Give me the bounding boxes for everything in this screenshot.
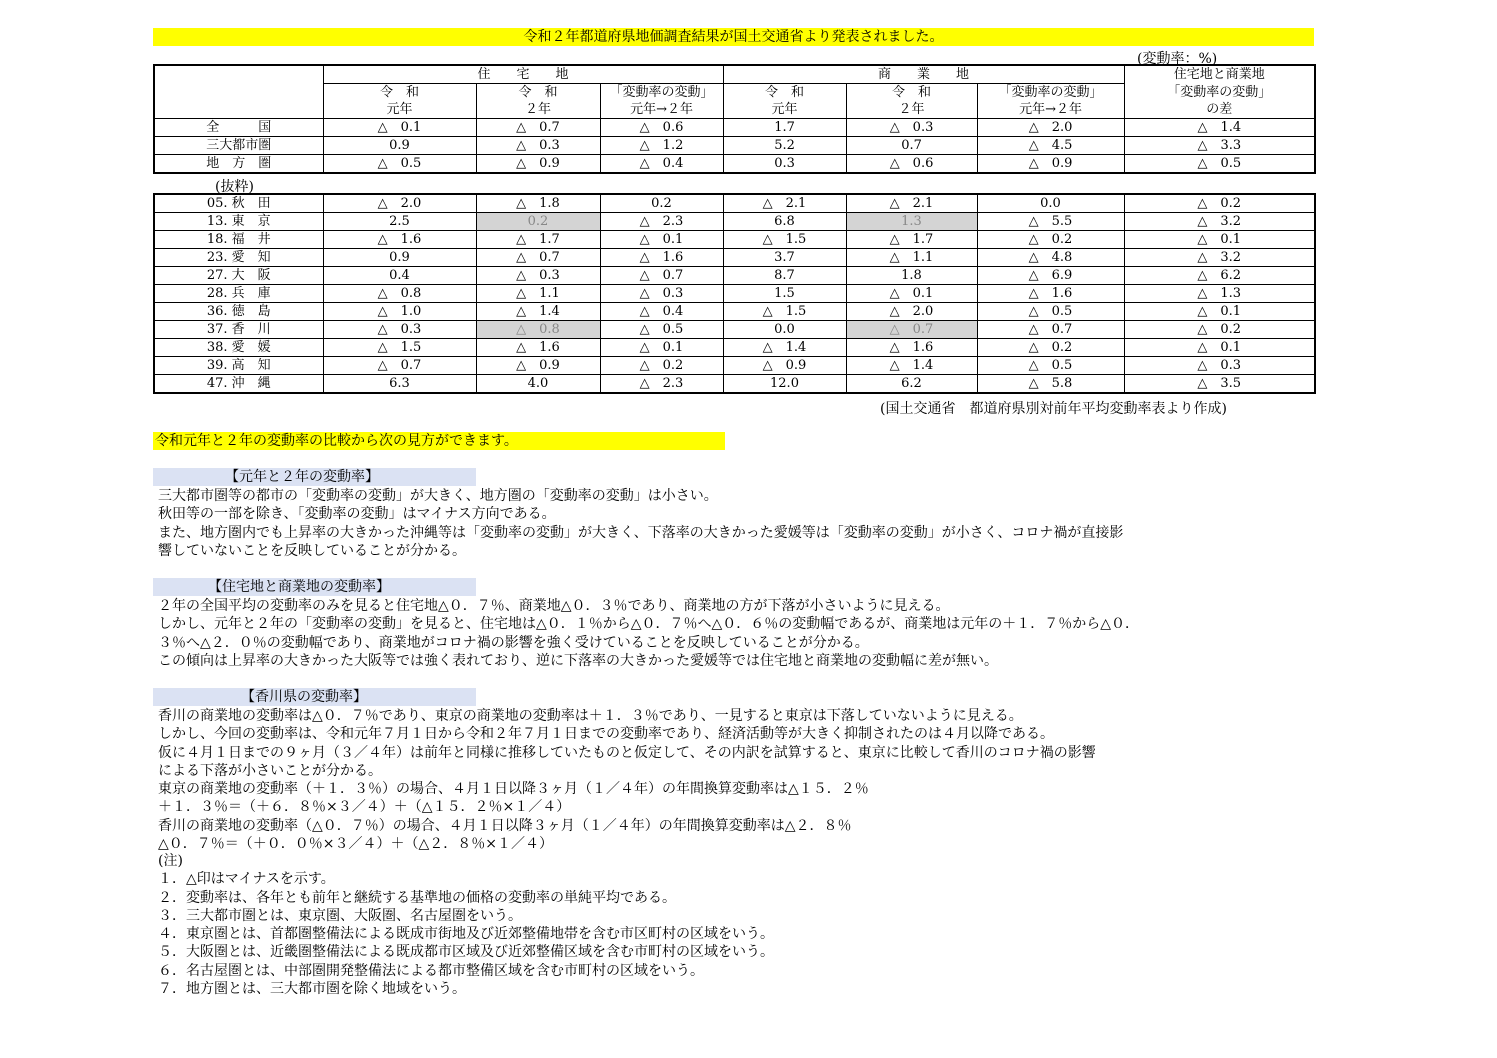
value-cell-diff: △ 3.5 xyxy=(1124,375,1315,394)
value-cell-res-r1: 6.3 xyxy=(323,375,476,394)
value-cell-com-chg: 0.0 xyxy=(977,194,1124,213)
value-cell-res-r1: △ 2.0 xyxy=(323,194,476,213)
section-heading-2: 【住宅地と商業地の変動率】 xyxy=(153,578,476,596)
prefecture-table xyxy=(153,193,1316,394)
row-name-cell: 47. 沖 縄 xyxy=(154,375,323,394)
prefecture-row xyxy=(154,213,1315,231)
value-cell-res-r2: 4.0 xyxy=(476,375,600,394)
value-cell-com-r2: △ 1.4 xyxy=(846,357,977,375)
value-cell-res-r1: 0.9 xyxy=(323,249,476,267)
section-2-line: しかし、元年と２年の「変動率の変動」を見ると、住宅地は△０．１％から△０．７％へ△０．６％の変動幅であるが、商業地は元年の＋１．７％から△０． xyxy=(158,616,1140,633)
row-name-cell: 05. 秋 田 xyxy=(154,194,323,213)
note-line: ２．変動率は、各年とも前年と継続する基準地の価格の変動率の単純平均である。 xyxy=(158,889,676,906)
value-cell-res-chg: △ 2.3 xyxy=(600,213,723,231)
value-cell-com-chg: △ 6.9 xyxy=(977,267,1124,285)
section-3-line: 香川の商業地の変動率（△０．７％）の場合、４月１日以降３ヶ月（１／４年）の年間換算変動率は△２．８％ xyxy=(158,817,852,834)
section-1-line: また、地方圏内でも上昇率の大きかった沖縄等は「変動率の変動」が大きく、下落率の大きかった愛媛等は「変動率の変動」が小さく、コロナ禍が直接影 xyxy=(158,524,1124,541)
value-cell-res-chg: △ 0.4 xyxy=(600,303,723,321)
header-com-chg-top: 「変動率の変動」 xyxy=(977,84,1124,102)
prefecture-row xyxy=(154,357,1315,375)
section-2-line: この傾向は上昇率の大きかった大阪等では強く表れており、逆に下落率の大きかった愛媛等では住宅地と商業地の変動幅に差が無い。 xyxy=(158,652,998,669)
value-cell-com-chg: △ 0.5 xyxy=(977,303,1124,321)
value-cell-res-r2: △ 1.4 xyxy=(476,303,600,321)
value-cell-com-r2: △ 2.1 xyxy=(846,194,977,213)
value-cell-com-r2: 0.7 xyxy=(846,137,977,155)
value-cell-res-chg: 0.2 xyxy=(600,194,723,213)
value-cell-diff: △ 3.3 xyxy=(1124,137,1315,155)
section-3-line: 香川の商業地の変動率は△０．７％であり、東京の商業地の変動率は＋１．３％であり、一見すると東京は下落していないように見える。 xyxy=(158,708,1023,724)
value-cell-com-r1: △ 2.1 xyxy=(723,194,846,213)
header-residential: 住 宅 地 xyxy=(323,65,723,84)
section-3-line: による下落が小さいことが分かる。 xyxy=(158,762,382,779)
value-cell-com-r1: △ 1.5 xyxy=(723,303,846,321)
header-res-chg-bottom: 元年→２年 xyxy=(600,101,723,119)
prefecture-row xyxy=(154,231,1315,249)
value-cell-com-r2: △ 1.1 xyxy=(846,249,977,267)
value-cell-com-r2: △ 1.6 xyxy=(846,339,977,357)
value-cell-res-chg: △ 0.5 xyxy=(600,321,723,339)
section-heading-1: 【元年と２年の変動率】 xyxy=(153,468,476,486)
row-name-cell: 13. 東 京 xyxy=(154,213,323,231)
value-cell-res-r2: △ 0.9 xyxy=(476,155,600,174)
section-2-text xyxy=(158,597,1308,670)
value-cell-com-r1: 3.7 xyxy=(723,249,846,267)
value-cell-res-chg: △ 0.2 xyxy=(600,357,723,375)
section-3-line: しかし、今回の変動率は、令和元年７月１日から令和２年７月１日までの変動率であり、経済活動等が大きく抑制されたのは４月以降である。 xyxy=(158,726,1054,743)
value-cell-com-chg: △ 4.8 xyxy=(977,249,1124,267)
value-cell-com-r1: 6.8 xyxy=(723,213,846,231)
value-cell-res-r2: △ 0.7 xyxy=(476,119,600,137)
value-cell-com-r2: 1.8 xyxy=(846,267,977,285)
value-cell-com-chg: △ 0.7 xyxy=(977,321,1124,339)
prefecture-row xyxy=(154,321,1315,339)
value-cell-com-r1: 1.5 xyxy=(723,285,846,303)
value-cell-diff: △ 0.1 xyxy=(1124,231,1315,249)
summary-table xyxy=(153,64,1316,174)
page-title: 令和２年都道府県地価調査結果が国土交通省より発表されました。 xyxy=(153,28,1314,46)
source-note: (国土交通省 都道府県別対前年平均変動率表より作成) xyxy=(880,401,1227,417)
value-cell-com-r2: △ 1.7 xyxy=(846,231,977,249)
value-cell-res-r1: △ 1.6 xyxy=(323,231,476,249)
header-com-r2-bottom: ２年 xyxy=(846,101,977,119)
value-cell-com-r2: △ 0.6 xyxy=(846,155,977,174)
value-cell-com-r1: 1.7 xyxy=(723,119,846,137)
value-cell-com-r2: △ 0.3 xyxy=(846,119,977,137)
prefecture-row xyxy=(154,249,1315,267)
header-res-r1-top: 令 和 xyxy=(323,84,476,102)
value-cell-res-r1: △ 0.7 xyxy=(323,357,476,375)
row-name-cell: 38. 愛 媛 xyxy=(154,339,323,357)
summary-row xyxy=(154,155,1315,174)
value-cell-diff: △ 0.2 xyxy=(1124,194,1315,213)
row-name-cell: 36. 徳 島 xyxy=(154,303,323,321)
section-3-line: ＋１．３％＝（＋６．８％×３／４）＋（△１５．２％×１／４） xyxy=(158,799,571,816)
value-cell-com-r1: △ 1.4 xyxy=(723,339,846,357)
section-3-text xyxy=(158,707,1308,852)
value-cell-diff: △ 1.3 xyxy=(1124,285,1315,303)
header-diff-bottom: の差 xyxy=(1124,101,1315,119)
value-cell-com-r2: △ 0.7 xyxy=(846,321,977,339)
note-line: ６．名古屋圏とは、中部圏開発整備法による都市整備区域を含む市町村の区域をいう。 xyxy=(158,962,704,979)
section-3-line: 東京の商業地の変動率（＋１．３％）の場合、４月１日以降３ヶ月（１／４年）の年間換算変動率は△１５．２％ xyxy=(158,781,869,798)
value-cell-res-chg: △ 1.2 xyxy=(600,137,723,155)
value-cell-diff: △ 0.2 xyxy=(1124,321,1315,339)
value-cell-diff: △ 0.1 xyxy=(1124,339,1315,357)
summary-row xyxy=(154,119,1315,137)
value-cell-com-chg: △ 0.5 xyxy=(977,357,1124,375)
row-name-cell: 三大都市圏 xyxy=(154,137,323,155)
value-cell-res-r1: △ 1.5 xyxy=(323,339,476,357)
value-cell-diff: △ 1.4 xyxy=(1124,119,1315,137)
value-cell-diff: △ 3.2 xyxy=(1124,213,1315,231)
value-cell-com-r1: 8.7 xyxy=(723,267,846,285)
header-corner xyxy=(154,65,323,119)
row-name-cell: 18. 福 井 xyxy=(154,231,323,249)
section-heading-3: 【香川県の変動率】 xyxy=(153,688,476,706)
prefecture-row xyxy=(154,303,1315,321)
extract-label: (抜粋) xyxy=(215,179,254,195)
value-cell-res-r1: △ 0.1 xyxy=(323,119,476,137)
value-cell-res-chg: △ 2.3 xyxy=(600,375,723,394)
value-cell-res-r2: △ 1.6 xyxy=(476,339,600,357)
prefecture-row xyxy=(154,194,1315,213)
section-1-line: 秋田等の一部を除き、「変動率の変動」はマイナス方向である。 xyxy=(158,506,556,523)
value-cell-res-chg: △ 0.3 xyxy=(600,285,723,303)
header-com-chg-bottom: 元年→２年 xyxy=(977,101,1124,119)
value-cell-com-chg: △ 0.2 xyxy=(977,339,1124,357)
value-cell-com-chg: △ 0.9 xyxy=(977,155,1124,174)
value-cell-res-r2: △ 0.3 xyxy=(476,137,600,155)
value-cell-res-r1: 0.9 xyxy=(323,137,476,155)
prefecture-row xyxy=(154,285,1315,303)
value-cell-com-r2: △ 2.0 xyxy=(846,303,977,321)
value-cell-res-r2: △ 0.3 xyxy=(476,267,600,285)
value-cell-diff: △ 3.2 xyxy=(1124,249,1315,267)
header-res-r2-bottom: ２年 xyxy=(476,101,600,119)
value-cell-res-r2: △ 0.9 xyxy=(476,357,600,375)
header-commercial: 商 業 地 xyxy=(723,65,1124,84)
notes xyxy=(158,852,1308,998)
value-cell-com-r1: 5.2 xyxy=(723,137,846,155)
value-cell-com-r1: △ 0.9 xyxy=(723,357,846,375)
value-cell-diff: △ 6.2 xyxy=(1124,267,1315,285)
value-cell-com-chg: △ 0.2 xyxy=(977,231,1124,249)
header-diff-mid: 「変動率の変動」 xyxy=(1124,84,1315,102)
note-line: ５．大阪圏とは、近畿圏整備法による既成都市区域及び近郊整備区域を含む市町村の区域をいう。 xyxy=(158,944,774,961)
value-cell-res-chg: △ 1.6 xyxy=(600,249,723,267)
value-cell-res-r2: △ 1.7 xyxy=(476,231,600,249)
header-com-r1-top: 令 和 xyxy=(723,84,846,102)
note-line: ４．東京圏とは、首都圏整備法による既成市街地及び近郊整備地帯を含む市区町村の区域をいう。 xyxy=(158,926,774,943)
row-name-cell: 全 国 xyxy=(154,119,323,137)
value-cell-diff: △ 0.3 xyxy=(1124,357,1315,375)
note-line: ３．三大都市圏とは、東京圏、大阪圏、名古屋圏をいう。 xyxy=(158,907,522,924)
header-res-r1-bottom: 元年 xyxy=(323,101,476,119)
value-cell-res-r2: △ 1.8 xyxy=(476,194,600,213)
value-cell-com-r1: 0.0 xyxy=(723,321,846,339)
summary-row xyxy=(154,137,1315,155)
row-name-cell: 28. 兵 庫 xyxy=(154,285,323,303)
section-3-line: 仮に４月１日までの９ヶ月（３／４年）は前年と同様に推移していたものと仮定して、その内訳を試算すると、東京に比較して香川のコロナ禍の影響 xyxy=(158,744,1096,761)
value-cell-com-r2: 6.2 xyxy=(846,375,977,394)
note-line: １．△印はマイナスを示す。 xyxy=(158,871,335,888)
value-cell-diff: △ 0.5 xyxy=(1124,155,1315,174)
value-cell-com-chg: △ 1.6 xyxy=(977,285,1124,303)
intro-heading: 令和元年と２年の変動率の比較から次の見方ができます。 xyxy=(153,432,725,450)
row-name-cell: 地 方 圏 xyxy=(154,155,323,174)
value-cell-res-r1: △ 0.8 xyxy=(323,285,476,303)
value-cell-res-r2: 0.2 xyxy=(476,213,600,231)
value-cell-com-chg: △ 5.8 xyxy=(977,375,1124,394)
header-com-r1-bottom: 元年 xyxy=(723,101,846,119)
section-1-line: 三大都市圏等の都市の「変動率の変動」が大きく、地方圏の「変動率の変動」は小さい。 xyxy=(158,488,718,504)
row-name-cell: 23. 愛 知 xyxy=(154,249,323,267)
section-1-text xyxy=(158,487,1308,560)
header-res-chg-top: 「変動率の変動」 xyxy=(600,84,723,102)
section-2-line: ３％へ△２．０％の変動幅であり、商業地がコロナ禍の影響を強く受けていることを反映していることが分かる。 xyxy=(158,634,869,651)
unit-label: (変動率：%) xyxy=(1137,51,1218,67)
value-cell-com-r1: △ 1.5 xyxy=(723,231,846,249)
value-cell-diff: △ 0.1 xyxy=(1124,303,1315,321)
header-com-r2-top: 令 和 xyxy=(846,84,977,102)
note-line: ７．地方圏とは、三大都市圏を除く地域をいう。 xyxy=(158,981,466,998)
value-cell-res-r2: △ 1.1 xyxy=(476,285,600,303)
row-name-cell: 37. 香 川 xyxy=(154,321,323,339)
value-cell-res-chg: △ 0.1 xyxy=(600,339,723,357)
notes-heading: (注) xyxy=(158,853,183,869)
value-cell-res-r1: △ 0.5 xyxy=(323,155,476,174)
section-1-line: 響していないことを反映していることが分かる。 xyxy=(158,542,466,559)
value-cell-res-chg: △ 0.1 xyxy=(600,231,723,249)
value-cell-res-r1: 0.4 xyxy=(323,267,476,285)
value-cell-com-r2: △ 0.1 xyxy=(846,285,977,303)
value-cell-res-r2: △ 0.7 xyxy=(476,249,600,267)
prefecture-row xyxy=(154,267,1315,285)
row-name-cell: 27. 大 阪 xyxy=(154,267,323,285)
value-cell-com-r2: 1.3 xyxy=(846,213,977,231)
value-cell-res-chg: △ 0.7 xyxy=(600,267,723,285)
prefecture-row xyxy=(154,339,1315,357)
value-cell-res-r1: △ 0.3 xyxy=(323,321,476,339)
value-cell-res-r2: △ 0.8 xyxy=(476,321,600,339)
prefecture-row xyxy=(154,375,1315,394)
value-cell-com-r1: 12.0 xyxy=(723,375,846,394)
row-name-cell: 39. 高 知 xyxy=(154,357,323,375)
section-3-line: △０．７％＝（＋０．０％×３／４）＋（△２．８％×１／４） xyxy=(158,836,553,852)
value-cell-com-chg: △ 2.0 xyxy=(977,119,1124,137)
value-cell-com-chg: △ 5.5 xyxy=(977,213,1124,231)
value-cell-res-r1: △ 1.0 xyxy=(323,303,476,321)
section-2-line: ２年の全国平均の変動率のみを見ると住宅地△０．７％、商業地△０．３％であり、商業地の方が下落が小さいように見える。 xyxy=(158,598,950,614)
header-diff-top: 住宅地と商業地 xyxy=(1124,65,1315,84)
value-cell-res-chg: △ 0.6 xyxy=(600,119,723,137)
value-cell-com-r1: 0.3 xyxy=(723,155,846,174)
value-cell-com-chg: △ 4.5 xyxy=(977,137,1124,155)
header-res-r2-top: 令 和 xyxy=(476,84,600,102)
value-cell-res-chg: △ 0.4 xyxy=(600,155,723,174)
value-cell-res-r1: 2.5 xyxy=(323,213,476,231)
